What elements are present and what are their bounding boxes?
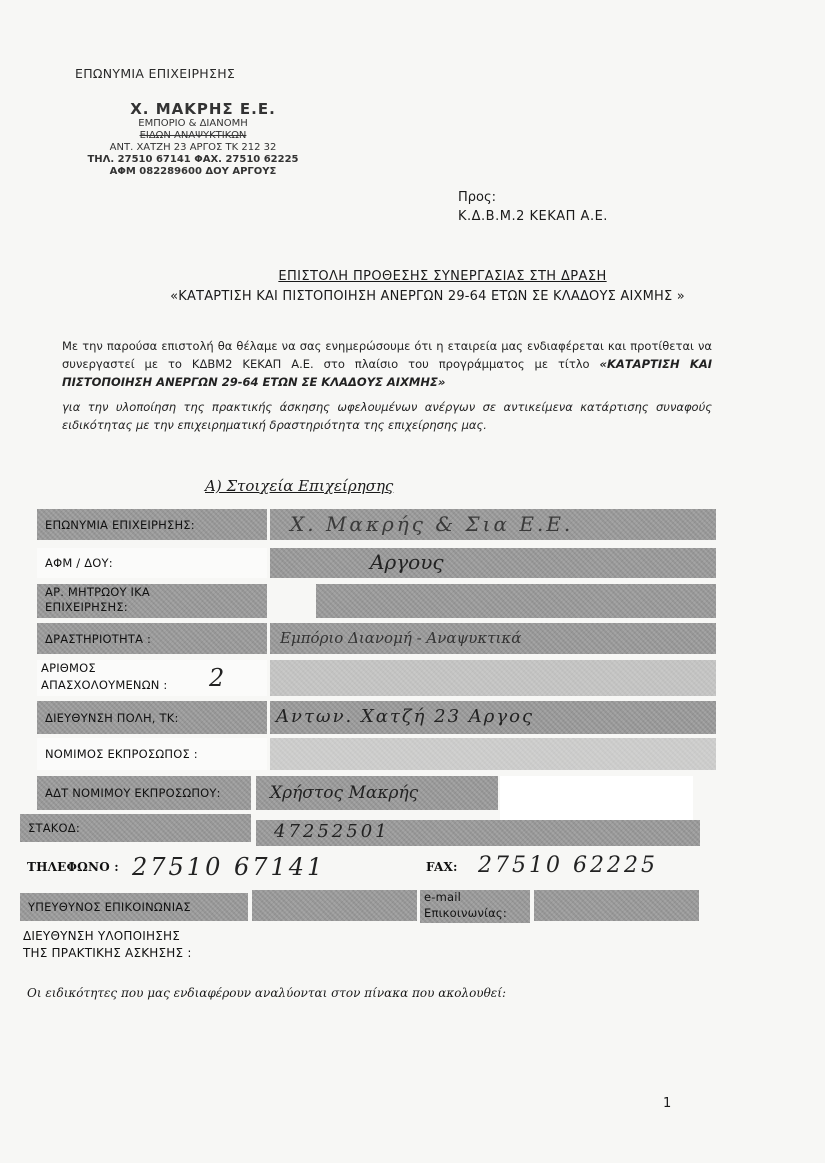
stamp-line-5: ΑΦΜ 082289600 ΔΟΥ ΑΡΓΟΥΣ: [109, 166, 277, 177]
fax-field-value[interactable]: 27510 62225: [478, 853, 658, 878]
section-a-heading: Α) Στοιχεία Επιχείρησης: [205, 477, 394, 495]
email-label-line2: Επικοινωνίας:: [424, 906, 507, 920]
afm-field[interactable]: [270, 548, 716, 578]
contact-label-box: [20, 893, 248, 921]
employees-field-value: 2: [209, 664, 225, 692]
employees-field[interactable]: [270, 660, 716, 696]
impl-label-line1: ΔΙΕΥΘΥΝΣΗ ΥΛΟΠΟΙΗΣΗΣ: [23, 929, 181, 943]
rep-label-box: [37, 738, 267, 770]
program-title-inline: «ΚΑΤΑΡΤΙΣΗ ΚΑΙ ΠΙΣΤΟΠΟΙΗΣΗ ΑΝΕΡΓΩΝ 29-64 ΕΤΩΝ ΣΕ ΚΛΑΔΟΥΣ ΑΙΧΜΗΣ»: [62, 357, 712, 389]
email-label-box: [420, 890, 530, 923]
letter-title: ΕΠΙΣΤΟΛΗ ΠΡΟΘΕΣΗΣ ΣΥΝΕΡΓΑΣΙΑΣ ΣΤΗ ΔΡΑΣΗ: [278, 269, 607, 284]
activity-label-box: [37, 623, 267, 654]
ika-label-line1: ΑΡ. ΜΗΤΡΩΟΥ ΙΚΑ: [45, 585, 150, 599]
rep-id-field-value: Χρήστος Μακρής: [270, 783, 419, 803]
phone-field-value[interactable]: 27510 67141: [132, 853, 326, 881]
impl-label-line2: ΤΗΣ ΠΡΑΚΤΙΚΗΣ ΑΣΚΗΣΗΣ :: [23, 946, 192, 960]
intro-text: Με την παρούσα επιστολή θα θέλαμε να σας ενημερώσουμε ότι η εταιρεία μας ενδιαφέρεται και προτίθεται να συνεργαστεί με το ΚΔΒΜ2 ΚΕΚΑΠ Α.Ε. στο πλαίσιο του προγράμματος με τίτλο: [62, 339, 712, 371]
email-field[interactable]: [534, 890, 699, 921]
contact-field[interactable]: [252, 890, 417, 921]
page-number: 1: [663, 1096, 672, 1111]
activity-field[interactable]: [270, 623, 716, 654]
stamp-company-name: Χ. ΜΑΚΡΗΣ Ε.Ε.: [130, 100, 276, 118]
white-redaction: [500, 776, 693, 821]
recipient-label: Προς:: [458, 190, 496, 205]
stamp-line-1: ΕΜΠΟΡΙΟ & ΔΙΑΝΟΜΗ: [138, 118, 248, 129]
intro-paragraph: [62, 337, 712, 391]
company-name-heading: ΕΠΩΝΥΜΙΑ ΕΠΙΧΕΙΡΗΣΗΣ: [75, 66, 236, 81]
rep-field-label: ΝΟΜΙΜΟΣ ΕΚΠΡΟΣΩΠΟΣ :: [45, 747, 198, 761]
footer-note: Οι ειδικότητες που μας ενδιαφέρουν αναλύονται στον πίνακα που ακολουθεί:: [27, 986, 506, 1000]
rep-field[interactable]: [270, 738, 716, 770]
recipient-name: Κ.Δ.Β.Μ.2 ΚΕΚΑΠ Α.Ε.: [458, 209, 608, 224]
address-field-value: Αντων. Χατζή 23 Αργος: [276, 706, 535, 727]
afm-field-value: Αργους: [370, 550, 444, 574]
stamp-line-2: ΕΙΔΩΝ ΑΝΑΨΥΚΤΙΚΩΝ: [139, 130, 247, 141]
afm-field-label: ΑΦΜ / ΔΟΥ:: [45, 556, 113, 570]
employees-label-box: [37, 660, 267, 696]
activity-field-label: ΔΡΑΣΤΗΡΙΟΤΗΤΑ :: [45, 631, 152, 646]
company-field[interactable]: [270, 509, 716, 540]
stakod-label-box: [20, 814, 251, 842]
address-field[interactable]: [270, 701, 716, 734]
stamp-line-3: ΑΝΤ. ΧΑΤΖΗ 23 ΑΡΓΟΣ ΤΚ 212 32: [109, 142, 277, 153]
company-stamp: [78, 100, 308, 178]
program-title: «ΚΑΤΑΡΤΙΣΗ ΚΑΙ ΠΙΣΤΟΠΟΙΗΣΗ ΑΝΕΡΓΩΝ 29-64 ΕΤΩΝ ΣΕ ΚΛΑΔΟΥΣ ΑΙΧΜΗΣ »: [170, 289, 685, 304]
phone-field-label: ΤΗΛΕΦΩΝΟ :: [27, 860, 119, 874]
stakod-field-value: 47252501: [274, 821, 390, 842]
company-field-label: ΕΠΩΝΥΜΙΑ ΕΠΙΧΕΙΡΗΣΗΣ:: [45, 517, 195, 532]
rep-id-field-label: ΑΔΤ ΝΟΜΙΜΟΥ ΕΚΠΡΟΣΩΠΟΥ:: [45, 786, 221, 800]
email-label-line1: e-mail: [424, 890, 462, 904]
address-label-box: [37, 701, 267, 734]
company-field-value: Χ. Μακρής & Σια Ε.Ε.: [290, 512, 574, 536]
afm-label-box: [37, 548, 267, 578]
address-field-label: ΔΙΕΥΘΥΝΣΗ ΠΟΛΗ, ΤΚ:: [45, 710, 179, 725]
employees-label-line1: ΑΡΙΘΜΟΣ: [41, 661, 96, 675]
torn-redaction: [268, 580, 316, 626]
rep-id-field[interactable]: [256, 776, 498, 810]
rep-id-label-box: [37, 776, 251, 810]
stamp-line-4: ΤΗΛ. 27510 67141 ΦΑΧ. 27510 62225: [87, 154, 299, 165]
stakod-field[interactable]: [256, 820, 700, 846]
activity-field-value: Εμπόριο Διανομή - Αναψυκτικά: [280, 629, 522, 647]
fax-field-label: FAX:: [426, 860, 458, 874]
purpose-paragraph: για την υλοποίηση της πρακτικής άσκησης ωφελουμένων ανέργων σε αντικείμενα κατάρτισης συναφούς ειδικότητας με την επιχειρηματική δραστηριότητα της επιχείρησης μας.: [62, 400, 712, 432]
company-label-box: [37, 509, 267, 540]
ika-label-box: [37, 584, 267, 618]
employees-label-line2: ΑΠΑΣΧΟΛΟΥΜΕΝΩΝ :: [41, 678, 168, 692]
ika-label-line2: ΕΠΙΧΕΙΡΗΣΗΣ:: [45, 600, 128, 614]
contact-field-label: ΥΠΕΥΘΥΝΟΣ ΕΠΙΚΟΙΝΩΝΙΑΣ: [28, 900, 191, 914]
stakod-field-label: ΣΤΑΚΟΔ:: [28, 821, 80, 835]
phone-fax-row: [20, 852, 720, 892]
ika-field[interactable]: [270, 584, 716, 618]
